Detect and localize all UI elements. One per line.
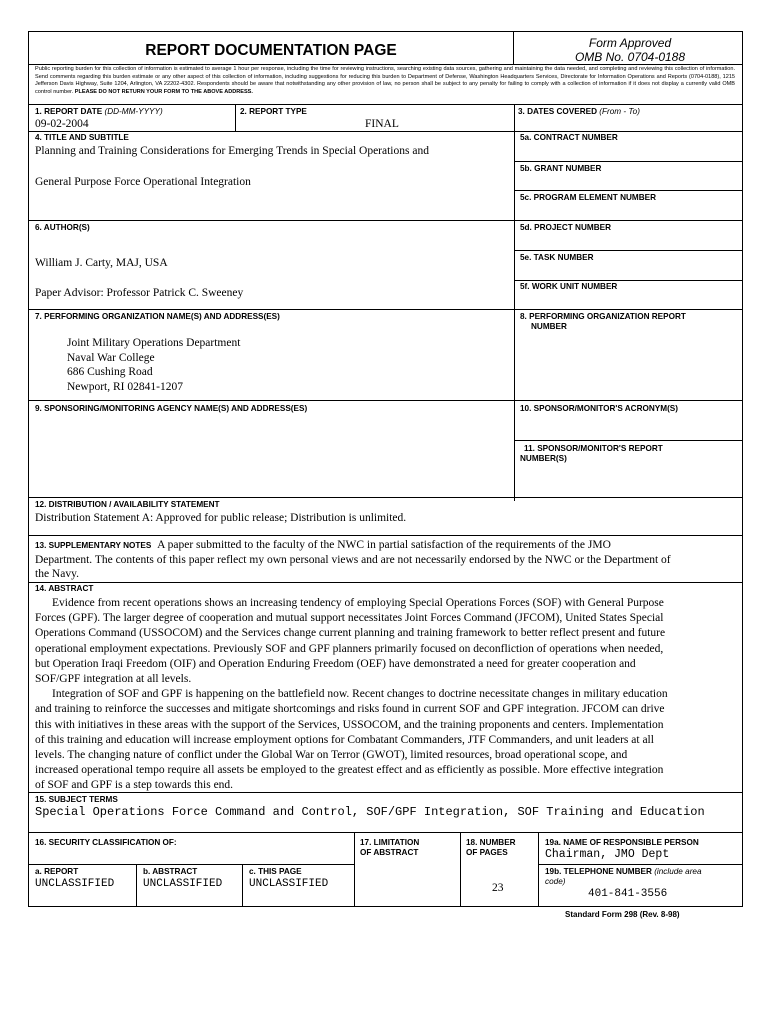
rule [514,190,743,191]
rule [136,864,137,906]
field-19b-label: 19b. TELEPHONE NUMBER (include area code) [545,867,702,886]
field-5c-label: 5c. PROGRAM ELEMENT NUMBER [520,193,657,202]
rule [28,792,743,793]
field-5f-label: 5f. WORK UNIT NUMBER [520,282,618,291]
rule [28,220,743,221]
field-5b-label: 5b. GRANT NUMBER [520,164,602,173]
address-line: Newport, RI 02841-1207 [67,380,183,393]
rule [28,104,743,105]
rule [514,250,743,251]
field-1-label: 1. REPORT DATE (DD-MM-YYYY) [35,107,163,116]
rule [460,832,461,906]
rule [28,64,743,65]
form-approved: Form Approved [588,36,672,50]
rule [514,440,743,441]
address-line: 686 Cushing Road [67,366,153,378]
standard-form-label: Standard Form 298 (Rev. 8-98) [565,910,680,919]
field-15-label: 15. SUBJECT TERMS [35,795,118,804]
report-classification: UNCLASSIFIED [35,878,115,890]
rule [28,497,743,498]
performing-org-address [67,336,240,394]
address-line: Naval War College [67,351,155,364]
field-3-label: 3. DATES COVERED (From - To) [518,107,640,116]
burden-text: Public reporting burden for this collection of information is estimated to average 1 hour per response, including the time for reviewing instructions, searching existing data sources, gathering and maintaining the data needed, and completing and reviewing this collection of information. Send comments regarding this burden estimate or any other aspect of this collection of information, including suggestions for reducing this burden to Department of Defense, Washington Headquarters Services, Directorate for Information Operations and Reports (0704-0188), 1215 Jefferson Davis Highway, Suite 1204, Arlington, VA 22202-4302. Respondents should be aware that notwithstanding any other provision of law, no person shall be subject to any penalty for failing to comply with a collection of information if it does not display a currently valid OMB control number. [35,66,735,95]
rule [514,161,743,162]
field-2-label: 2. REPORT TYPE [240,107,307,116]
rule [28,582,743,583]
address-line: Joint Military Operations Department [67,337,241,349]
rule [514,104,515,501]
border-bottom [28,906,743,907]
field-9-label: 9. SPONSORING/MONITORING AGENCY NAME(S) AND ADDRESS(ES) [35,404,308,413]
field-13-label: 13. SUPPLEMENTARY NOTES [35,541,152,550]
field-5a-label: 5a. CONTRACT NUMBER [520,133,618,142]
subject-terms: Special Operations Force Command and Control, SOF/GPF Integration, SOF Training and Education [35,805,705,819]
telephone-number: 401-841-3556 [588,888,668,900]
field-5e-label: 5e. TASK NUMBER [520,253,594,262]
field-7-label: 7. PERFORMING ORGANIZATION NAME(S) AND ADDRESS(ES) [35,312,280,321]
omb-number: OMB No. 0704-0188 [574,50,686,64]
field-19a-label: 19a. NAME OF RESPONSIBLE PERSON [545,838,699,847]
field-16b-label: b. ABSTRACT [143,867,198,876]
rule [28,400,743,401]
rule [28,535,743,536]
field-16a-label: a. REPORT [35,867,79,876]
border-right [742,31,743,906]
rule [514,280,743,281]
field-16-label: 16. SECURITY CLASSIFICATION OF: [35,838,177,847]
field-5d-label: 5d. PROJECT NUMBER [520,223,611,232]
field-18-label: 18. NUMBER OF PAGES [466,838,516,857]
supplementary-notes: 13. SUPPLEMENTARY NOTES A paper submitted to the faculty of the NWC in partial satisfaction of the requirements of the JMO Department. The contents of this paper reflect my own personal views and are not necessarily endorsed by the NWC or the Department of the Navy. [35,539,671,580]
burden-statement [35,66,735,96]
rule [538,832,539,906]
border-top [28,31,743,32]
border-left [28,31,29,906]
field-4-label: 4. TITLE AND SUBTITLE [35,133,129,142]
field-14-label: 14. ABSTRACT [35,584,94,593]
rule [28,832,743,833]
title-line-2: General Purpose Force Operational Integration [35,176,251,188]
field-12-label: 12. DISTRIBUTION / AVAILABILITY STATEMENT [35,500,220,509]
author-name: William J. Carty, MAJ, USA [35,257,168,269]
abstract-text: Evidence from recent operations shows an increasing tendency of employing Special Operations Forces (SOF) with General Purpose Forces (GPF). The larger degree of cooperation and mutual support necessitates Joint Forces Command (JFCOM), United States Special Operations Command (USSOCOM) and the Services change current planning and training framework to better reflect present and future operational employment expectations. Previously SOF and GPF planners primarily focused on deconfliction of operations when needed, but Operation Iraqi Freedom (OIF) and Operation Enduring Freedom (OEF) have demonstrated a need for greater cooperation and SOF/GPF integration at all levels. Integration of SOF and GPF is happening on the battlefield now. Recent changes to doctrine necessitate changes in military education and training to reinforce the successes and mitigate shortcomings and risks found in current SOF and GPF integration. JFCOM can drive this with initiatives in these areas with the support of the Services, USSOCOM, and the training proponents and centers. Implementation of this training and education will increase employment options for Combatant Commanders, JTF Commanders, and unit leaders at all levels. The changing nature of conflict under the Global War on Terror (GWOT), limited resources, broad operational scope, and increased operational tempo require all assets be employed to the greatest effect and as efficiently as possible. More effective integration of SOF and GPF is a step towards this end. [35,597,668,792]
field-8-label: 8. PERFORMING ORGANIZATION REPORT NUMBER [520,312,686,331]
page-classification: UNCLASSIFIED [249,878,329,890]
field-11-label: 11. SPONSOR/MONITOR'S REPORT NUMBER(S) [520,444,663,463]
distribution-statement: Distribution Statement A: Approved for public release; Distribution is unlimited. [35,512,407,524]
field-16c-label: c. THIS PAGE [249,867,302,876]
rule [28,309,743,310]
rule [354,832,355,906]
title-line-1: Planning and Training Considerations for Emerging Trends in Special Operations and [35,145,429,157]
rule [28,131,743,132]
paper-advisor: Paper Advisor: Professor Patrick C. Sweeney [35,287,244,299]
number-of-pages: 23 [492,882,504,894]
field-6-label: 6. AUTHOR(S) [35,223,90,232]
rule [28,864,354,865]
responsible-person: Chairman, JMO Dept [545,848,670,861]
report-type: FINAL [365,118,399,130]
field-10-label: 10. SPONSOR/MONITOR'S ACRONYM(S) [520,404,678,413]
field-17-label: 17. LIMITATION OF ABSTRACT [360,838,420,857]
rule [235,104,236,131]
rule [513,31,514,64]
page-title: REPORT DOCUMENTATION PAGE [145,42,397,59]
rule [242,864,243,906]
report-date: 09-02-2004 [35,118,89,130]
burden-warning: PLEASE DO NOT RETURN YOUR FORM TO THE ABOVE ADDRESS. [74,88,253,95]
rule [538,864,743,865]
abstract-classification: UNCLASSIFIED [143,878,223,890]
